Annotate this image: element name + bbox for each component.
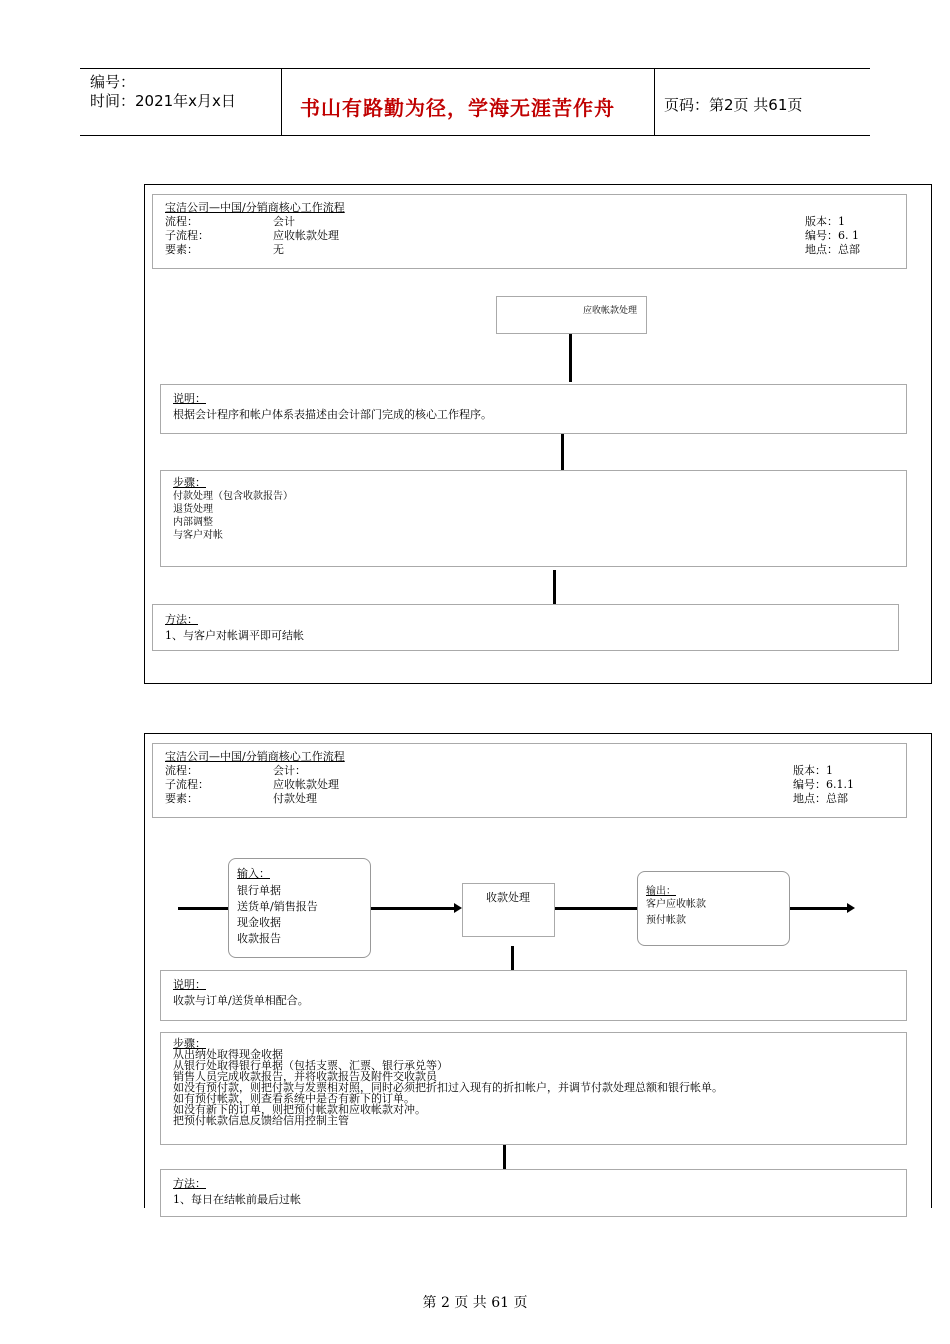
section2-steps-list <box>173 1049 723 1126</box>
step-item: 如没有预付款，则把付款与发票相对照，同时必须把折扣过入现有的折扣帐户，并调节付款处理总额和银行帐单。 <box>173 1081 723 1094</box>
doc-number-label: 编号： <box>90 73 136 91</box>
input-item: 送货单/销售报告 <box>237 900 318 913</box>
flow-arrow-line <box>790 907 848 910</box>
step-item: 从出纳处取得现金收据 <box>173 1048 283 1061</box>
connector <box>553 570 556 604</box>
section2-flow-label: 流程： <box>165 764 198 777</box>
section2-desc-text: 收款与订单/送货单相配合。 <box>173 994 309 1007</box>
flow-arrow-line <box>371 907 455 910</box>
input-item: 收款报告 <box>237 932 281 945</box>
section2-location: 地点：总部 <box>793 792 848 805</box>
section2-element-value: 付款处理 <box>273 792 317 805</box>
process-label: 收款处理 <box>486 891 530 904</box>
step-item: 从银行处取得银行单据（包括支票、汇票、银行承兑等） <box>173 1059 448 1072</box>
header-motto: 书山有路勤为径，学海无涯苦作舟 <box>300 96 615 120</box>
input-item: 现金收据 <box>237 916 281 929</box>
section1-method-box <box>152 604 899 651</box>
section1-steps-title: 步骤： <box>173 476 206 489</box>
arrow-head-icon <box>847 903 855 913</box>
section2-steps-title: 步骤： <box>173 1037 206 1050</box>
output-item: 客户应收帐款 <box>646 899 706 910</box>
section2-subflow-label: 子流程： <box>165 778 209 791</box>
section2-method-title: 方法： <box>173 1177 206 1190</box>
section1-node-label: 应收帐款处理 <box>583 306 638 316</box>
output-box <box>637 871 790 946</box>
process-box <box>462 883 555 937</box>
section2-steps-box <box>160 1032 907 1145</box>
flow-arrow-line <box>555 907 638 910</box>
section1-code: 编号：6. 1 <box>805 229 859 242</box>
section2-title: 宝洁公司—中国/分销商核心工作流程 <box>165 750 345 763</box>
header-top-rule <box>80 68 870 69</box>
section1-title: 宝洁公司—中国/分销商核心工作流程 <box>165 201 345 214</box>
section1-description-box <box>160 384 907 434</box>
section1-desc-title: 说明： <box>173 392 206 405</box>
section1-location: 地点：总部 <box>805 243 860 256</box>
doc-time-label: 时间：2021年x月x日 <box>90 92 236 110</box>
step-item: 如有预付帐款，则查看系统中是否有新下的订单。 <box>173 1092 415 1105</box>
output-title: 输出： <box>646 886 676 897</box>
section2-version: 版本：1 <box>793 764 833 777</box>
section2-code: 编号：6.1.1 <box>793 778 854 791</box>
section1-method-text: 1、与客户对帐调平即可结帐 <box>165 629 304 642</box>
section1-process-node <box>496 296 647 334</box>
step-item: 付款处理（包含收款报告） <box>173 491 293 502</box>
section1-desc-text: 根据会计程序和帐户体系表描述由会计部门完成的核心工作程序。 <box>173 408 492 421</box>
section1-element-value: 无 <box>273 243 284 256</box>
output-item: 预付帐款 <box>646 915 686 926</box>
output-list <box>646 897 706 929</box>
section2-info-box <box>152 743 907 818</box>
input-list <box>237 883 318 947</box>
arrow-head-icon <box>454 903 462 913</box>
section2-subflow-value: 应收帐款处理 <box>273 778 339 791</box>
header-bottom-rule <box>80 135 870 136</box>
section2-method-box <box>160 1169 907 1217</box>
section2-method-text: 1、每日在结帐前最后过帐 <box>173 1193 301 1206</box>
section1-subflow-value: 应收帐款处理 <box>273 229 339 242</box>
section1-steps-box <box>160 470 907 567</box>
step-item: 退货处理 <box>173 504 213 515</box>
section2-description-box <box>160 970 907 1021</box>
section2-desc-title: 说明： <box>173 978 206 991</box>
connector <box>511 946 514 970</box>
header-divider <box>281 68 282 136</box>
flow-arrow-line <box>178 907 230 910</box>
section1-method-title: 方法： <box>165 613 198 626</box>
connector <box>561 434 564 470</box>
section1-flow-value: 会计 <box>273 215 295 228</box>
step-item: 把预付帐款信息反馈给信用控制主管 <box>173 1114 349 1127</box>
section1-steps-list <box>173 490 293 542</box>
section1-version: 版本：1 <box>805 215 845 228</box>
section2-element-label: 要素： <box>165 792 198 805</box>
input-item: 银行单据 <box>237 884 281 897</box>
section1-subflow-label: 子流程： <box>165 229 209 242</box>
section1-element-label: 要素： <box>165 243 198 256</box>
connector <box>503 1145 506 1169</box>
input-box <box>228 858 371 958</box>
input-title: 输入： <box>237 867 270 880</box>
step-item: 内部调整 <box>173 517 213 528</box>
step-item: 销售人员完成收款报告，并将收款报告及附件交收款员 <box>173 1070 437 1083</box>
page-footer: 第 2 页 共 61 页 <box>422 1295 528 1311</box>
step-item: 如没有新下的订单，则把预付帐款和应收帐款对冲。 <box>173 1103 426 1116</box>
page-indicator: 页码：第2页 共61页 <box>664 96 803 114</box>
section1-flow-label: 流程： <box>165 215 198 228</box>
step-item: 与客户对帐 <box>173 530 223 541</box>
section1-info-box <box>152 194 907 269</box>
header-divider <box>654 68 655 136</box>
section2-flow-value: 会计： <box>273 764 306 777</box>
connector <box>569 334 572 382</box>
